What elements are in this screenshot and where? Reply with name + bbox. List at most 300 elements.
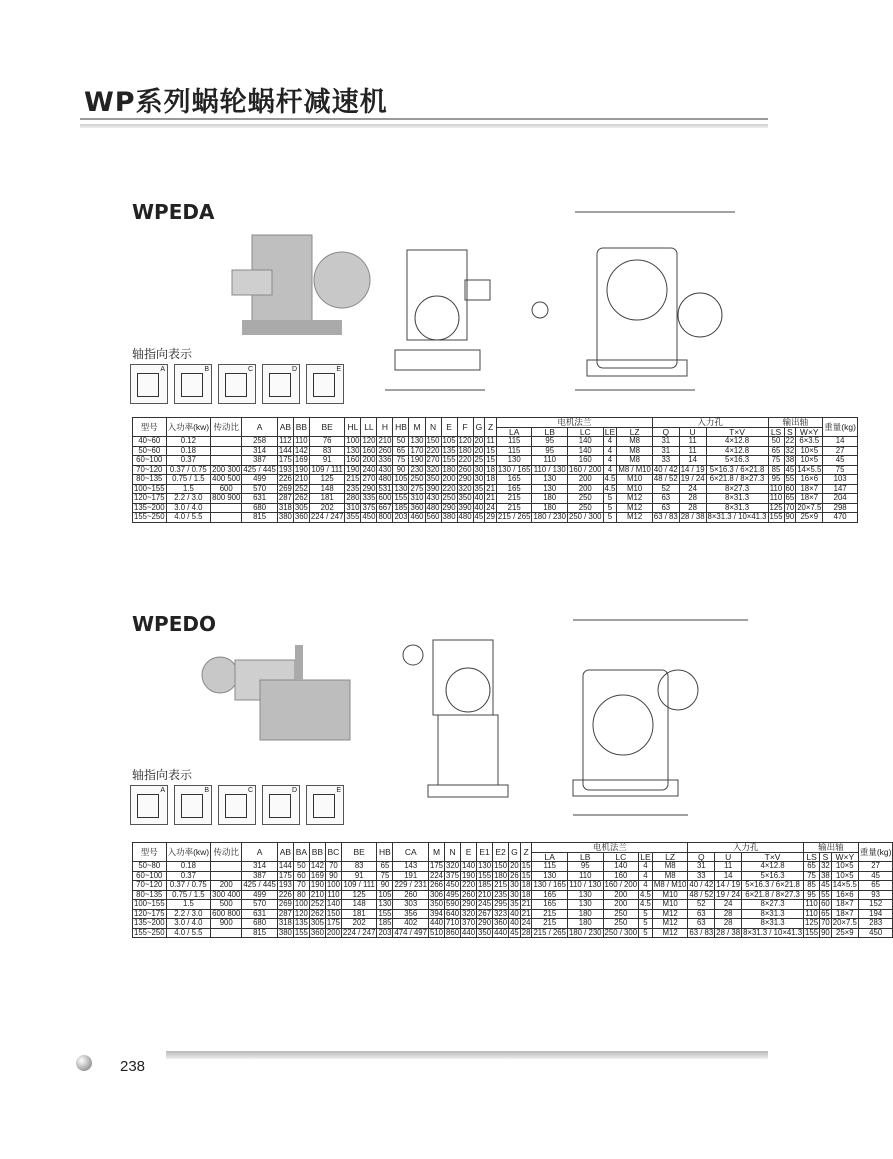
table-row (133, 513, 858, 523)
table-cell: 83 (309, 446, 345, 456)
table-cell: 0.18 (166, 862, 211, 872)
table-subheader: U (715, 852, 742, 862)
table-cell: 45 (858, 871, 893, 881)
table-cell: 18×7 (831, 900, 858, 910)
table-cell: 30 (474, 474, 484, 484)
table-cell: M12 (617, 503, 653, 513)
table-cell: 10×5 (796, 446, 823, 456)
table-cell: 55 (821, 889, 830, 899)
table-cell: 21 (486, 483, 495, 493)
table-cell: 350 (426, 474, 440, 484)
table-cell: 63 (688, 919, 715, 929)
table-cell: 155 (394, 493, 408, 503)
table-cell: 142 (310, 861, 324, 871)
table-cell: 75 (768, 456, 784, 466)
table-cell: 10×5 (796, 456, 823, 466)
table-cell: 310 (346, 502, 360, 512)
table-row (133, 484, 858, 494)
table-cell: 25 (474, 455, 484, 465)
table-cell: 75 (823, 465, 858, 475)
table-cell: 262 (294, 493, 308, 503)
table-cell: 215 / 265 (497, 512, 531, 522)
table-cell: 258 (242, 437, 278, 447)
arrangement-diagrams-wpeda (130, 364, 344, 404)
table-cell: 440 (462, 927, 476, 937)
table-cell: 190 (346, 464, 360, 474)
table-header: E (461, 843, 477, 862)
table-cell: 180 (567, 909, 603, 919)
table-cell: 112 (279, 436, 292, 446)
table-cell: 0.75 / 1.5 (166, 890, 211, 900)
table-cell: 190 (462, 870, 476, 880)
table-cell: 267 (478, 908, 492, 918)
table-cell: 55 (785, 474, 795, 484)
table-cell: 250 / 300 (604, 927, 638, 937)
table-cell: 200 (603, 890, 639, 900)
table-cell: 18 (486, 474, 495, 484)
table-cell: 318 (278, 918, 292, 928)
table-cell: 220 (442, 483, 456, 493)
table-header: BE (341, 843, 377, 862)
table-cell: 215 (494, 880, 508, 890)
table-cell: 148 (309, 484, 345, 494)
table-cell: 18 (521, 889, 531, 899)
table-cell: 4.5 (640, 899, 651, 909)
table-cell: 35 (474, 483, 484, 493)
table-cell: 402 (393, 919, 429, 929)
table-cell: 120 (458, 436, 472, 446)
table-cell: 160 (603, 871, 639, 881)
table-cell: 100 (294, 899, 308, 909)
table-cell: 105 (378, 889, 392, 899)
table-cell: 270 (426, 455, 440, 465)
table-cell: 8×31.3 / 10×41.3 (743, 927, 803, 937)
table-cell: 710 (446, 918, 460, 928)
table-cell: 305 (294, 502, 308, 512)
table-cell: M8 / M10 (618, 464, 651, 474)
table-cell: 180 / 230 (533, 512, 566, 522)
table-cell: 323 (494, 908, 508, 918)
table-cell: 180 (458, 445, 472, 455)
table-header: 入功率(kw) (166, 843, 211, 862)
table-cell: 125 (805, 918, 819, 928)
table-cell: 90 (821, 927, 830, 937)
table-row (133, 494, 858, 504)
table-cell: 30 (510, 880, 519, 890)
table-cell: 8×31.3 (742, 909, 804, 919)
table-subheader: S (820, 852, 832, 862)
table-header: F (457, 418, 473, 437)
table-cell: 110 / 130 (533, 464, 566, 474)
table-cell: 0.37 (166, 456, 211, 466)
table-cell: 510 (430, 927, 444, 937)
table-cell: 10×5 (831, 871, 858, 881)
table-subheader: S (784, 427, 796, 437)
table-cell: 200 (211, 881, 242, 891)
table-cell: 110 (327, 889, 340, 899)
table-cell: 120 (362, 436, 376, 446)
table-cell: 165 (496, 475, 532, 485)
table-cell: 75 (393, 456, 409, 466)
table-cell: 40 / 42 (689, 880, 714, 890)
table-cell: 140 (326, 899, 340, 909)
table-cell: 360 (294, 512, 308, 522)
table-header: G (509, 843, 521, 862)
table-cell: 387 (242, 456, 278, 466)
table-row (133, 475, 858, 485)
table-group-header: 输出轴 (804, 843, 859, 853)
table-cell: M12 (652, 919, 688, 929)
table-cell: 65 (804, 862, 820, 872)
table-cell (211, 871, 242, 881)
table-cell: 631 (242, 909, 278, 919)
table-cell: M12 (652, 909, 688, 919)
table-cell (211, 862, 242, 872)
table-cell: M10 (652, 900, 688, 910)
table-cell: 200 (442, 474, 456, 484)
table-header: BE (309, 418, 345, 437)
table-cell: 130 / 165 (497, 464, 531, 474)
table-header: AB (277, 843, 293, 862)
table-cell: 200 (603, 900, 639, 910)
table-cell: 262 (310, 908, 324, 918)
table-cell: 19 / 24 (716, 889, 741, 899)
table-cell: 80~135 (133, 890, 167, 900)
table-cell: 70~120 (133, 881, 167, 891)
table-cell: 425 / 445 (243, 880, 276, 890)
table-header: A (242, 418, 278, 437)
table-header: HB (393, 418, 409, 437)
table-cell: 499 (242, 475, 278, 485)
table-cell: 215 / 265 (533, 927, 566, 937)
table-cell: 390 (426, 483, 440, 493)
table-cell: 18×7 (796, 484, 823, 494)
table-cell (211, 437, 242, 447)
arrangement-a: A (130, 364, 168, 404)
table-cell: 8×31.3 (706, 503, 768, 513)
table-cell: 165 (496, 484, 532, 494)
table-cell: 95 (804, 890, 820, 900)
table-cell: 430 (426, 493, 440, 503)
table-row (133, 900, 893, 910)
table-cell: 350 (478, 927, 492, 937)
table-cell: 215 (532, 919, 568, 929)
table-cell: 18 (486, 464, 495, 474)
table-row (133, 465, 858, 475)
table-cell: 210 (478, 889, 492, 899)
table-cell: 900 (211, 919, 242, 929)
table-cell: 499 (242, 890, 278, 900)
table-cell: 160 (362, 445, 376, 455)
table-cell: 130 (410, 436, 424, 446)
table-cell: 0.37 / 0.75 (166, 465, 211, 475)
table-cell: 640 (446, 908, 460, 918)
table-cell: 8×31.3 / 10×41.3 (707, 512, 767, 522)
table-cell: 800 900 (212, 493, 241, 503)
table-cell: 4 (639, 881, 653, 891)
table-cell: 275 (410, 483, 424, 493)
table-cell: 115 (496, 437, 532, 447)
table-cell: 667 (378, 502, 392, 512)
table-cell: 229 / 231 (394, 880, 427, 890)
table-cell: 210 (294, 474, 308, 484)
table-cell: M8 (652, 871, 688, 881)
table-cell: 175 (326, 918, 340, 928)
title-rule-shadow (80, 124, 768, 128)
table-cell: 115 (496, 446, 532, 456)
table-cell: 860 (446, 927, 460, 937)
table-cell: 130 (567, 890, 603, 900)
table-cell: 200 (326, 927, 340, 937)
table-cell: 26 (510, 870, 519, 880)
arrangement-diagrams-wpedo (130, 785, 344, 825)
table-cell: 250 (603, 919, 639, 929)
table-header: G (473, 418, 485, 437)
table-cell: 160 (346, 455, 360, 465)
table-cell: 305 (310, 918, 324, 928)
table-cell: 8×27.3 (706, 484, 768, 494)
table-cell: 130 (532, 475, 568, 485)
table-cell: 480 (426, 502, 440, 512)
table-cell: 260 (458, 464, 472, 474)
table-cell: 4×12.8 (706, 437, 768, 447)
table-row (133, 928, 893, 938)
table-cell: 155 (294, 927, 308, 937)
table-cell: 250 (567, 503, 603, 513)
table-cell: 18 (521, 880, 531, 890)
table-cell: 5 (639, 909, 653, 919)
table-cell: 91 (341, 871, 377, 881)
table-cell: 193 (278, 880, 292, 890)
table-cell: 180 (494, 870, 508, 880)
table-cell: 65 (785, 493, 795, 503)
table-cell: 430 (378, 464, 392, 474)
table-cell: 110 (532, 456, 568, 466)
table-cell (211, 513, 242, 523)
axis-direction-label-2: 轴指向表示 (132, 768, 193, 782)
table-cell: 135~200 (134, 502, 165, 512)
table-subheader: T×V (706, 427, 768, 437)
table-row (133, 919, 893, 929)
table-cell: 314 (242, 862, 278, 872)
table-cell: 226 (278, 889, 292, 899)
table-row (133, 881, 893, 891)
table-cell: M10 (617, 484, 653, 494)
table-cell: 100~155 (134, 899, 165, 909)
table-cell: 0.18 (166, 446, 211, 456)
table-cell: 95 (567, 862, 603, 872)
arrangement-d: D (262, 364, 300, 404)
table-cell: 203 (394, 512, 408, 522)
table-cell: 130 (346, 445, 360, 455)
table-cell: 4 (603, 465, 617, 475)
dimension-drawing-wpedo (378, 610, 768, 825)
footer-bullet (76, 1055, 92, 1071)
arrangement-c: C (218, 785, 256, 825)
table-cell: 130 (567, 900, 603, 910)
table-cell: 65 (393, 446, 409, 456)
table-cell: 95 (768, 475, 784, 485)
table-cell: 8×31.3 (742, 919, 804, 929)
table-cell: 180 / 230 (568, 927, 602, 937)
table-row (133, 446, 858, 456)
table-cell: 200 (567, 475, 603, 485)
arrangement-a: A (130, 785, 168, 825)
table-cell: 4×12.8 (742, 862, 804, 872)
table-cell: 28 (715, 909, 742, 919)
table-cell: 20 (474, 436, 484, 446)
table-cell: 193 (278, 464, 292, 474)
table-cell: 250 / 300 (568, 512, 602, 522)
table-cell: 76 (309, 437, 345, 447)
table-cell: 6×21.8 / 8×27.3 (742, 890, 804, 900)
table-cell: 5×16.3 / 6×21.8 (742, 881, 804, 891)
table-cell: 14×5.5 (832, 880, 857, 890)
table-cell: 144 (278, 861, 292, 871)
table-cell: 155 (378, 908, 392, 918)
table-cell: 24 (715, 900, 742, 910)
table-cell: 80 (293, 890, 309, 900)
table-cell: 356 (393, 909, 429, 919)
table-cell: 21 (521, 899, 531, 909)
table-cell: 93 (858, 890, 893, 900)
table-cell: 314 (242, 446, 278, 456)
table-cell (211, 446, 242, 456)
table-cell: 60 (785, 483, 795, 493)
table-cell: 21 (521, 908, 531, 918)
table-cell: 400 500 (212, 474, 241, 484)
table-cell: 14 / 19 (716, 880, 741, 890)
table-row (133, 503, 858, 513)
table-header: CA (393, 843, 429, 862)
table-header: AB (277, 418, 293, 437)
table-cell: 130 (532, 871, 568, 881)
table-cell: 130 (532, 484, 568, 494)
table-cell: 394 (430, 908, 444, 918)
table-cell: 169 (294, 455, 308, 465)
table-cell: 283 (858, 919, 893, 929)
table-cell: 20 (510, 861, 519, 871)
table-cell: 190 (310, 880, 324, 890)
table-cell: M10 (617, 475, 653, 485)
table-header: 型号 (133, 418, 167, 437)
table-cell: 2.2 / 3.0 (166, 494, 211, 504)
table-header: A (242, 843, 278, 862)
table-cell: 140 (567, 446, 603, 456)
footer-bar (166, 1051, 768, 1059)
table-cell: M8 (617, 456, 653, 466)
table-cell: 215 (346, 474, 360, 484)
table-cell: 220 (462, 880, 476, 890)
table-header: 传动比 (211, 843, 242, 862)
table-cell: 142 (294, 445, 308, 455)
table-cell: 380 (278, 512, 292, 522)
table-cell: 20×7.5 (832, 918, 857, 928)
table-cell: 270 (362, 474, 376, 484)
table-cell: 175 (430, 861, 444, 871)
table-row (133, 909, 893, 919)
table-cell: 60 (293, 871, 309, 881)
table-cell: 75 (804, 871, 820, 881)
table-cell: 631 (242, 494, 278, 504)
table-subheader: LC (567, 427, 603, 437)
table-cell: 28 / 38 (716, 927, 741, 937)
table-cell: 245 (478, 899, 492, 909)
table-cell: 155~250 (134, 512, 165, 522)
table-cell: 200 (362, 455, 376, 465)
table-cell: 180 (567, 919, 603, 929)
table-cell: 680 (242, 919, 278, 929)
table-cell: 109 / 111 (309, 465, 345, 475)
table-header: H (377, 418, 393, 437)
table-cell: 252 (294, 483, 308, 493)
table-cell: 224 / 247 (342, 927, 376, 937)
table-cell: 70~120 (133, 465, 167, 475)
table-cell: 40 (510, 908, 519, 918)
table-cell: 306 (430, 889, 444, 899)
table-cell: 40 / 42 (653, 464, 678, 474)
table-header: M (429, 843, 445, 862)
table-cell: M12 (652, 928, 688, 938)
product-photo-wpeda (222, 215, 382, 345)
table-cell: 10×5 (831, 862, 858, 872)
table-cell: 60~100 (133, 871, 167, 881)
table-header: 重量(kg) (823, 418, 858, 437)
table-cell: 70 (325, 862, 341, 872)
table-cell: 200 300 (212, 464, 241, 474)
arrangement-e: E (306, 785, 344, 825)
table-cell: 215 (496, 494, 532, 504)
table-row (133, 890, 893, 900)
table-cell: 152 (858, 900, 893, 910)
table-cell: M8 (652, 862, 688, 872)
table-header: 重量(kg) (858, 843, 893, 862)
table-cell: 480 (458, 512, 472, 522)
table-cell: 3.0 / 4.0 (166, 919, 211, 929)
table-cell: 22 (785, 436, 795, 446)
table-cell: 185 (394, 502, 408, 512)
table-cell: 480 (378, 474, 392, 484)
table-cell: 0.75 / 1.5 (166, 475, 211, 485)
table-cell: 370 (462, 918, 476, 928)
table-cell: 600 (211, 484, 242, 494)
table-cell: 350 (430, 899, 444, 909)
table-cell: 150 (494, 861, 508, 871)
table-cell: 310 (410, 493, 424, 503)
table-cell: 31 (688, 862, 715, 872)
table-cell: 335 (362, 493, 376, 503)
table-group-header: 入力孔 (652, 418, 768, 428)
table-cell: 375 (446, 870, 460, 880)
table-cell: 531 (378, 483, 392, 493)
arrangement-d: D (262, 785, 300, 825)
table-cell: 235 (346, 483, 360, 493)
table-header: N (425, 418, 441, 437)
table-cell: 260 (462, 889, 476, 899)
table-cell: 35 (510, 899, 519, 909)
table-cell: 287 (278, 493, 292, 503)
table-cell: 110 (769, 483, 783, 493)
table-cell: 180 (442, 464, 456, 474)
table-cell: 31 (652, 437, 679, 447)
table-cell: 210 (310, 889, 324, 899)
table-cell: 30 (474, 464, 484, 474)
table-cell: 90 (325, 871, 341, 881)
table-cell: 190 (410, 455, 424, 465)
table-cell: 11 (679, 446, 706, 456)
table-cell: 40 (474, 493, 484, 503)
table-cell: 4 (639, 871, 653, 881)
